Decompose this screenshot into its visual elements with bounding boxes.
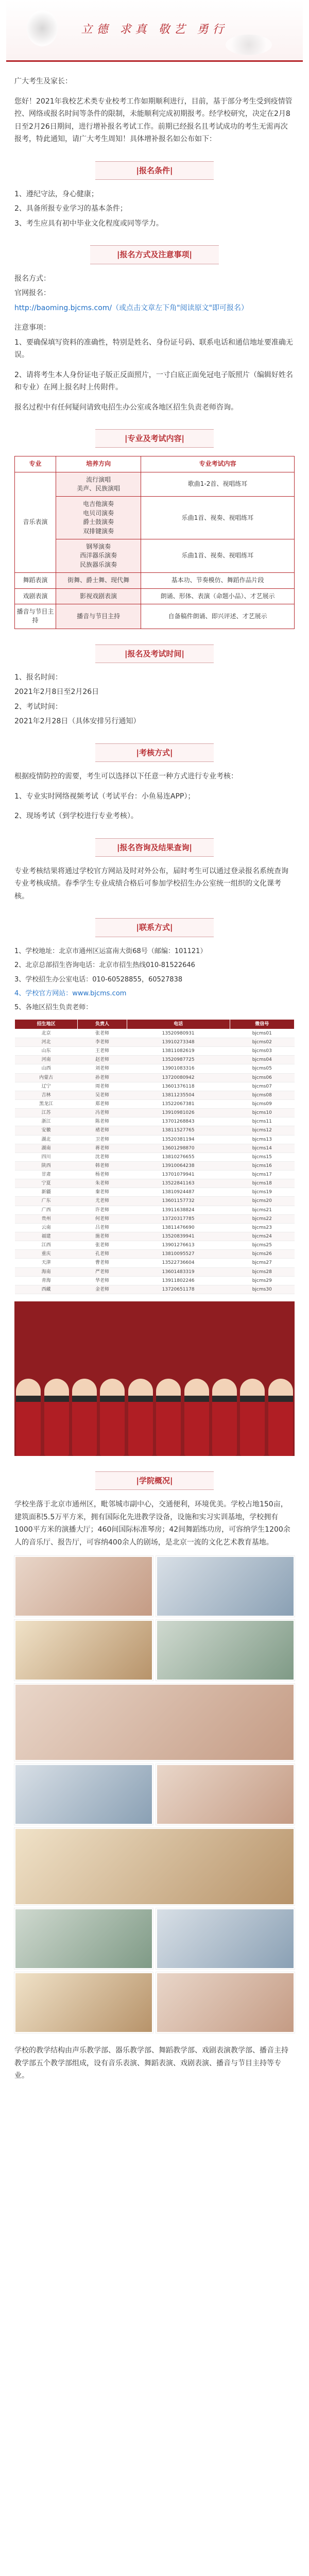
- table-cell: 13520987725: [127, 1056, 230, 1064]
- table-cell: 山西: [15, 1064, 78, 1073]
- table-cell: 福建: [15, 1232, 78, 1241]
- table-cell: 13910981026: [127, 1109, 230, 1117]
- table-row: [15, 1223, 295, 1232]
- table-cell: 西藏: [15, 1285, 78, 1294]
- ink-decoration: [226, 35, 272, 55]
- table-cell: 华老师: [78, 1276, 127, 1285]
- note-item: 1、要确保填写资料的准确性，特别是姓名、身份证号码、联系电话和通信地址要准确无误。: [14, 338, 293, 359]
- time-line: 2、考试时间：: [14, 702, 62, 711]
- table-cell: 黑龙江: [15, 1099, 78, 1108]
- table-cell: 四川: [15, 1153, 78, 1161]
- table-cell: 广东: [15, 1197, 78, 1206]
- table-cell: 13601157732: [127, 1197, 230, 1206]
- direction-cell: [56, 539, 141, 572]
- campus-photo: [14, 1620, 153, 1681]
- section-title-results: |报名咨询及结果查询|: [95, 838, 214, 857]
- results-text: 专业考核结果将通过学校官方网站及时对外公布，届时考生可以通过登录报名系统查询专业考核成绩。春季学生专业成绩合格后可参加学校招生办公室统一组织的文化课考核。: [14, 867, 288, 901]
- table-cell: bjcms28: [230, 1267, 294, 1276]
- table-cell: 13910273348: [127, 1038, 230, 1046]
- contact-line[interactable]: 4、学校官方网站：www.bjcms.com: [14, 989, 127, 997]
- table-cell: 辽宁: [15, 1082, 78, 1091]
- time-line: 1、报名时间：: [14, 673, 62, 682]
- section-title-conditions: |报名条件|: [95, 161, 214, 180]
- table-cell: bjcms30: [230, 1285, 294, 1294]
- table-cell: 13520980931: [127, 1029, 230, 1038]
- direction-cell: 街舞、爵士舞、现代舞: [56, 573, 141, 588]
- table-row: [15, 1276, 295, 1285]
- condition-item: 1、遵纪守法，身心健康；: [14, 190, 98, 198]
- table-cell: 广西: [15, 1206, 78, 1214]
- student-figure: [268, 1379, 293, 1456]
- table-cell: 宁夏: [15, 1179, 78, 1188]
- table-cell: 13901083316: [127, 1064, 230, 1073]
- exam-cell: 自备稿件朗诵、即兴评述、才艺展示: [141, 604, 295, 629]
- table-cell: 13720080942: [127, 1073, 230, 1082]
- exam-cell: 基本功、节奏模仿、舞蹈作品片段: [141, 573, 295, 588]
- table-cell: 江西: [15, 1241, 78, 1250]
- student-figure: [184, 1379, 209, 1456]
- exam-cell: 歌曲1-2首、视唱练耳: [141, 472, 295, 497]
- table-cell: bjcms18: [230, 1179, 294, 1188]
- table-cell: 张老师: [78, 1029, 127, 1038]
- table-cell: 新疆: [15, 1188, 78, 1197]
- header-banner: [6, 0, 303, 62]
- table-cell: 13811476690: [127, 1223, 230, 1232]
- table-cell: bjcms23: [230, 1223, 294, 1232]
- table-cell: 尤老师: [78, 1197, 127, 1206]
- table-row: [15, 1267, 295, 1276]
- table-cell: 曹老师: [78, 1259, 127, 1267]
- table-header: 专业: [15, 456, 56, 472]
- campus-photo: [14, 1908, 153, 1969]
- table-cell: 13811527765: [127, 1126, 230, 1135]
- table-cell: bjcms06: [230, 1073, 294, 1082]
- table-header: 电话: [127, 1019, 230, 1029]
- table-row: [15, 1135, 295, 1144]
- table-cell: 卫老师: [78, 1135, 127, 1144]
- section-title-majors: |专业及考试内容|: [95, 429, 214, 448]
- table-cell: bjcms03: [230, 1047, 294, 1056]
- table-row: [15, 1197, 295, 1206]
- table-row: [15, 1241, 295, 1250]
- method-line: 官网报名：: [14, 289, 50, 297]
- table-cell: 何老师: [78, 1214, 127, 1223]
- direction-text: 电贝司演奏: [83, 509, 114, 517]
- direction-cell: 播音与节目主持: [56, 604, 141, 629]
- campus-photo: [14, 1828, 295, 1905]
- table-cell: 13810276655: [127, 1153, 230, 1161]
- campus-photo: [156, 1620, 295, 1681]
- table-cell: 重庆: [15, 1250, 78, 1259]
- table-cell: 郑老师: [78, 1099, 127, 1108]
- table-cell: 13901276613: [127, 1241, 230, 1250]
- table-row: [15, 1285, 295, 1294]
- table-cell: 湖北: [15, 1135, 78, 1144]
- table-row: [15, 588, 295, 604]
- table-cell: bjcms11: [230, 1117, 294, 1126]
- table-cell: 吴老师: [78, 1091, 127, 1099]
- table-row: [15, 1144, 295, 1153]
- campus-gallery: [14, 1556, 295, 2033]
- assessment-item: 1、专业实时网络视频考试（考试平台：小鱼易连APP）；: [14, 792, 195, 801]
- table-cell: 13810924487: [127, 1188, 230, 1197]
- table-cell: 浙江: [15, 1117, 78, 1126]
- table-cell: 陈老师: [78, 1117, 127, 1126]
- table-cell: 北京: [15, 1029, 78, 1038]
- section-title-contact: |联系方式|: [95, 918, 214, 937]
- closing-block: [14, 2044, 295, 2082]
- condition-item: 2、具备所报专业学习的基本条件；: [14, 205, 127, 213]
- direction-text: 西洋器乐演奏: [80, 552, 117, 560]
- student-figure: [128, 1379, 153, 1456]
- assessment-intro: 根据疫情防控的需要，考生可以选择以下任意一种方式进行专业考核：: [14, 772, 238, 781]
- table-cell: 河北: [15, 1038, 78, 1046]
- table-cell: 陕西: [15, 1161, 78, 1170]
- table-row: [15, 1250, 295, 1259]
- table-cell: bjcms19: [230, 1188, 294, 1197]
- table-cell: 13811235504: [127, 1091, 230, 1099]
- overview-paragraph: 学校的教学结构由声乐教学部、器乐教学部、舞蹈教学部、戏剧表演教学部、播音主持教学部五个教学部组成，设有音乐表演、舞蹈表演、戏剧表演、播音与节目主持等专业。: [14, 2046, 288, 2080]
- table-row: [15, 1171, 295, 1179]
- campus-photo: [156, 1764, 295, 1825]
- table-cell: 李老师: [78, 1038, 127, 1046]
- table-cell: 沈老师: [78, 1153, 127, 1161]
- table-cell: 孔老师: [78, 1250, 127, 1259]
- section-title-overview: |学院概况|: [95, 1471, 214, 1490]
- assessment-item: 2、现场考试（到学校进行专业考核）。: [14, 812, 138, 821]
- table-row: [15, 497, 295, 539]
- overview-paragraph: 学校坐落于北京市通州区，毗邻城市副中心，交通便利，环境优美。学校占地150亩，建筑面积5.5万平方米，拥有国际化先进教学设备，设施和实习实训基地，学校拥有1000平方米的演播大厅；460间国际标准琴房；42间舞蹈练功房，可容纳学生1200余人的音乐厅、报告厅，可容纳400余人的剧场，是北京一流的文化艺术教育基地。: [14, 1500, 290, 1547]
- table-row: [15, 1064, 295, 1073]
- table-row: [15, 1153, 295, 1161]
- table-cell: 13522736604: [127, 1259, 230, 1267]
- table-cell: bjcms12: [230, 1126, 294, 1135]
- table-header: 负责人: [78, 1019, 127, 1029]
- ink-decoration: [27, 10, 58, 46]
- major-cell: 播音与节目主持: [15, 604, 56, 629]
- section-title-assessment: |考核方式|: [95, 743, 214, 762]
- table-cell: 金老师: [78, 1285, 127, 1294]
- student-figure: [240, 1379, 265, 1456]
- table-cell: 冯老师: [78, 1109, 127, 1117]
- table-row: [15, 472, 295, 497]
- direction-cell: [56, 472, 141, 497]
- student-figure: [156, 1379, 181, 1456]
- table-cell: bjcms22: [230, 1214, 294, 1223]
- direction-cell: [56, 497, 141, 539]
- majors-table: [14, 456, 295, 629]
- table-cell: 赵老师: [78, 1056, 127, 1064]
- method-label: 报名方式：: [14, 274, 50, 283]
- table-cell: 吉林: [15, 1091, 78, 1099]
- contact-line: 3、学校招生办公室电话：010-60528855，60527838: [14, 975, 183, 984]
- table-cell: 秦老师: [78, 1188, 127, 1197]
- table-cell: 周老师: [78, 1082, 127, 1091]
- direction-text: 钢琴演奏: [86, 543, 111, 550]
- table-cell: 13522067381: [127, 1099, 230, 1108]
- direction-text: 爵士鼓演奏: [83, 518, 114, 526]
- table-cell: 许老师: [78, 1206, 127, 1214]
- table-row: [15, 1109, 295, 1117]
- article-body: [0, 75, 309, 2082]
- note-item: 2、请将考生本人身份证电子版正反面照片，一寸白底正面免冠电子版照片（编辑好姓名和专业）在网上报名时上传附件。: [14, 370, 293, 392]
- table-cell: 安徽: [15, 1126, 78, 1135]
- table-cell: 13601376118: [127, 1082, 230, 1091]
- student-figure: [16, 1379, 41, 1456]
- table-cell: bjcms09: [230, 1099, 294, 1108]
- table-cell: 13522841163: [127, 1179, 230, 1188]
- table-cell: 13810095527: [127, 1250, 230, 1259]
- contact-line: 2、北京总部招生咨询电话：北京市招生热线010-81522646: [14, 961, 195, 970]
- campus-photo: [14, 1764, 153, 1825]
- table-cell: 施老师: [78, 1232, 127, 1241]
- campus-photo: [14, 1972, 153, 2033]
- table-row: [15, 1232, 295, 1241]
- table-cell: 13811082619: [127, 1047, 230, 1056]
- table-cell: 海南: [15, 1267, 78, 1276]
- table-cell: 13601483319: [127, 1267, 230, 1276]
- table-row: [15, 1047, 295, 1056]
- table-cell: 严老师: [78, 1267, 127, 1276]
- campus-photo: [14, 1556, 153, 1617]
- table-row: [15, 1161, 295, 1170]
- table-cell: bjcms27: [230, 1259, 294, 1267]
- campus-photo: [156, 1908, 295, 1969]
- campus-photo: [156, 1556, 295, 1617]
- table-cell: 王老师: [78, 1047, 127, 1056]
- greeting: 广大考生及家长：: [14, 77, 72, 86]
- table-row: [15, 1073, 295, 1082]
- contact-block: [14, 945, 295, 1014]
- table-cell: 13910064238: [127, 1161, 230, 1170]
- table-cell: 刘老师: [78, 1064, 127, 1073]
- table-cell: bjcms26: [230, 1250, 294, 1259]
- table-cell: bjcms20: [230, 1197, 294, 1206]
- table-cell: bjcms21: [230, 1206, 294, 1214]
- students-row: [14, 1379, 295, 1456]
- table-row: [15, 1029, 295, 1038]
- table-cell: 蒋老师: [78, 1144, 127, 1153]
- table-cell: 甘肃: [15, 1171, 78, 1179]
- table-cell: 13720651178: [127, 1285, 230, 1294]
- table-cell: 13601298870: [127, 1144, 230, 1153]
- students-photo: [14, 1301, 295, 1456]
- table-cell: bjcms16: [230, 1161, 294, 1170]
- table-cell: 天津: [15, 1259, 78, 1267]
- major-cell: 音乐表演: [15, 472, 56, 573]
- table-row: [15, 1259, 295, 1267]
- direction-text: 民族器乐演奏: [80, 561, 117, 568]
- table-cell: bjcms02: [230, 1038, 294, 1046]
- table-cell: 张老师: [78, 1241, 127, 1250]
- table-row: [15, 539, 295, 572]
- student-figure: [212, 1379, 237, 1456]
- table-cell: 13520381194: [127, 1135, 230, 1144]
- table-header: 微信号: [230, 1019, 294, 1029]
- table-cell: 贵州: [15, 1214, 78, 1223]
- table-row: [15, 573, 295, 588]
- direction-text: 双排键演奏: [83, 527, 114, 535]
- direction-text: 电吉他演奏: [83, 500, 114, 508]
- table-cell: bjcms29: [230, 1276, 294, 1285]
- table-cell: bjcms01: [230, 1029, 294, 1038]
- table-row: [15, 1117, 295, 1126]
- table-cell: bjcms14: [230, 1144, 294, 1153]
- table-row: [15, 1214, 295, 1223]
- table-cell: 13720317785: [127, 1214, 230, 1223]
- table-cell: bjcms07: [230, 1082, 294, 1091]
- student-figure: [100, 1379, 125, 1456]
- table-row: [15, 604, 295, 629]
- campus-photo: [156, 1972, 295, 2033]
- table-cell: bjcms13: [230, 1135, 294, 1144]
- exam-cell: 乐曲1首、视奏、视唱练耳: [141, 539, 295, 572]
- registration-link[interactable]: http://baoming.bjcms.com/（或点击文章左下角"阅读原文"即可报名）: [14, 303, 249, 312]
- table-cell: bjcms08: [230, 1091, 294, 1099]
- table-cell: 朱老师: [78, 1179, 127, 1188]
- table-cell: 湖南: [15, 1144, 78, 1153]
- direction-text: 美声、民族演唱: [77, 485, 121, 493]
- exam-cell: 乐曲1首、视奏、视唱练耳: [141, 497, 295, 539]
- table-cell: bjcms15: [230, 1153, 294, 1161]
- table-row: [15, 1099, 295, 1108]
- table-cell: 褚老师: [78, 1126, 127, 1135]
- section-title-time: |报名及考试时间|: [95, 645, 214, 663]
- table-cell: bjcms17: [230, 1171, 294, 1179]
- table-cell: 13911638824: [127, 1206, 230, 1214]
- table-row: [15, 1038, 295, 1046]
- table-row: [15, 1179, 295, 1188]
- contact-line: 5、各地区招生负责老师：: [14, 1004, 93, 1012]
- table-row: [15, 1206, 295, 1214]
- exam-cell: 朗诵、形体、表演（命题小品）、才艺展示: [141, 588, 295, 604]
- direction-text: 流行演唱: [86, 476, 111, 483]
- table-cell: 13911802246: [127, 1276, 230, 1285]
- table-header: 招生地区: [15, 1019, 78, 1029]
- table-cell: 内蒙古: [15, 1073, 78, 1082]
- major-cell: 舞蹈表演: [15, 573, 56, 588]
- table-cell: 韩老师: [78, 1161, 127, 1170]
- table-row: [15, 1082, 295, 1091]
- table-row: [15, 1056, 295, 1064]
- table-header: 专业考试内容: [141, 456, 295, 472]
- table-row: [15, 1091, 295, 1099]
- regional-contacts-table: [14, 1019, 295, 1294]
- table-row: [15, 1188, 295, 1197]
- note-item: 报名过程中有任何疑问请致电招生办公室或各地区招生负责老师咨询。: [14, 403, 238, 412]
- table-cell: 13520839941: [127, 1232, 230, 1241]
- major-cell: 戏剧表演: [15, 588, 56, 604]
- table-cell: 13701079941: [127, 1171, 230, 1179]
- table-cell: 河南: [15, 1056, 78, 1064]
- table-cell: bjcms25: [230, 1241, 294, 1250]
- time-line: 2021年2月8日至2月26日: [14, 688, 99, 697]
- notes-label: 注意事项：: [14, 324, 50, 332]
- table-cell: bjcms05: [230, 1064, 294, 1073]
- time-line: 2021年2月28日（具体安排另行通知）: [14, 717, 141, 726]
- banner-slogan: 立德 求真 敬艺 勇行: [81, 23, 228, 37]
- table-cell: bjcms24: [230, 1232, 294, 1241]
- table-cell: 杨老师: [78, 1171, 127, 1179]
- table-cell: 孙老师: [78, 1073, 127, 1082]
- table-row: [15, 1126, 295, 1135]
- contact-line: 1、学校地址：北京市通州区运富南大街68号（邮编：101121）: [14, 947, 207, 955]
- direction-cell: 影视戏剧表演: [56, 588, 141, 604]
- table-header: 培养方向: [56, 456, 141, 472]
- table-cell: 山东: [15, 1047, 78, 1056]
- table-cell: 青海: [15, 1276, 78, 1285]
- table-cell: 江苏: [15, 1109, 78, 1117]
- student-figure: [44, 1379, 69, 1456]
- campus-photo: [14, 1684, 295, 1761]
- table-cell: 吕老师: [78, 1223, 127, 1232]
- student-figure: [72, 1379, 97, 1456]
- section-title-method: |报名方式及注意事项|: [90, 245, 219, 264]
- table-cell: bjcms04: [230, 1056, 294, 1064]
- table-cell: 13701268843: [127, 1117, 230, 1126]
- table-cell: bjcms10: [230, 1109, 294, 1117]
- table-cell: 云南: [15, 1223, 78, 1232]
- condition-item: 3、考生应具有初中毕业文化程度或同等学力。: [14, 219, 163, 228]
- intro-paragraph: 您好！2021年我校艺术类专业校考工作如期顺利进行，目前，基于部分考生受到疫情管控、网络或报名时间等条件的限制，未能顺利完成初期报考。经学校研究，决定在2月8日至2月26日期间，进行增补报名考试工作。前期已经报名且考试成功的考生无需再次报考，特此通知，请广大考生周知！具体增补报名如公布如下：: [14, 97, 293, 143]
